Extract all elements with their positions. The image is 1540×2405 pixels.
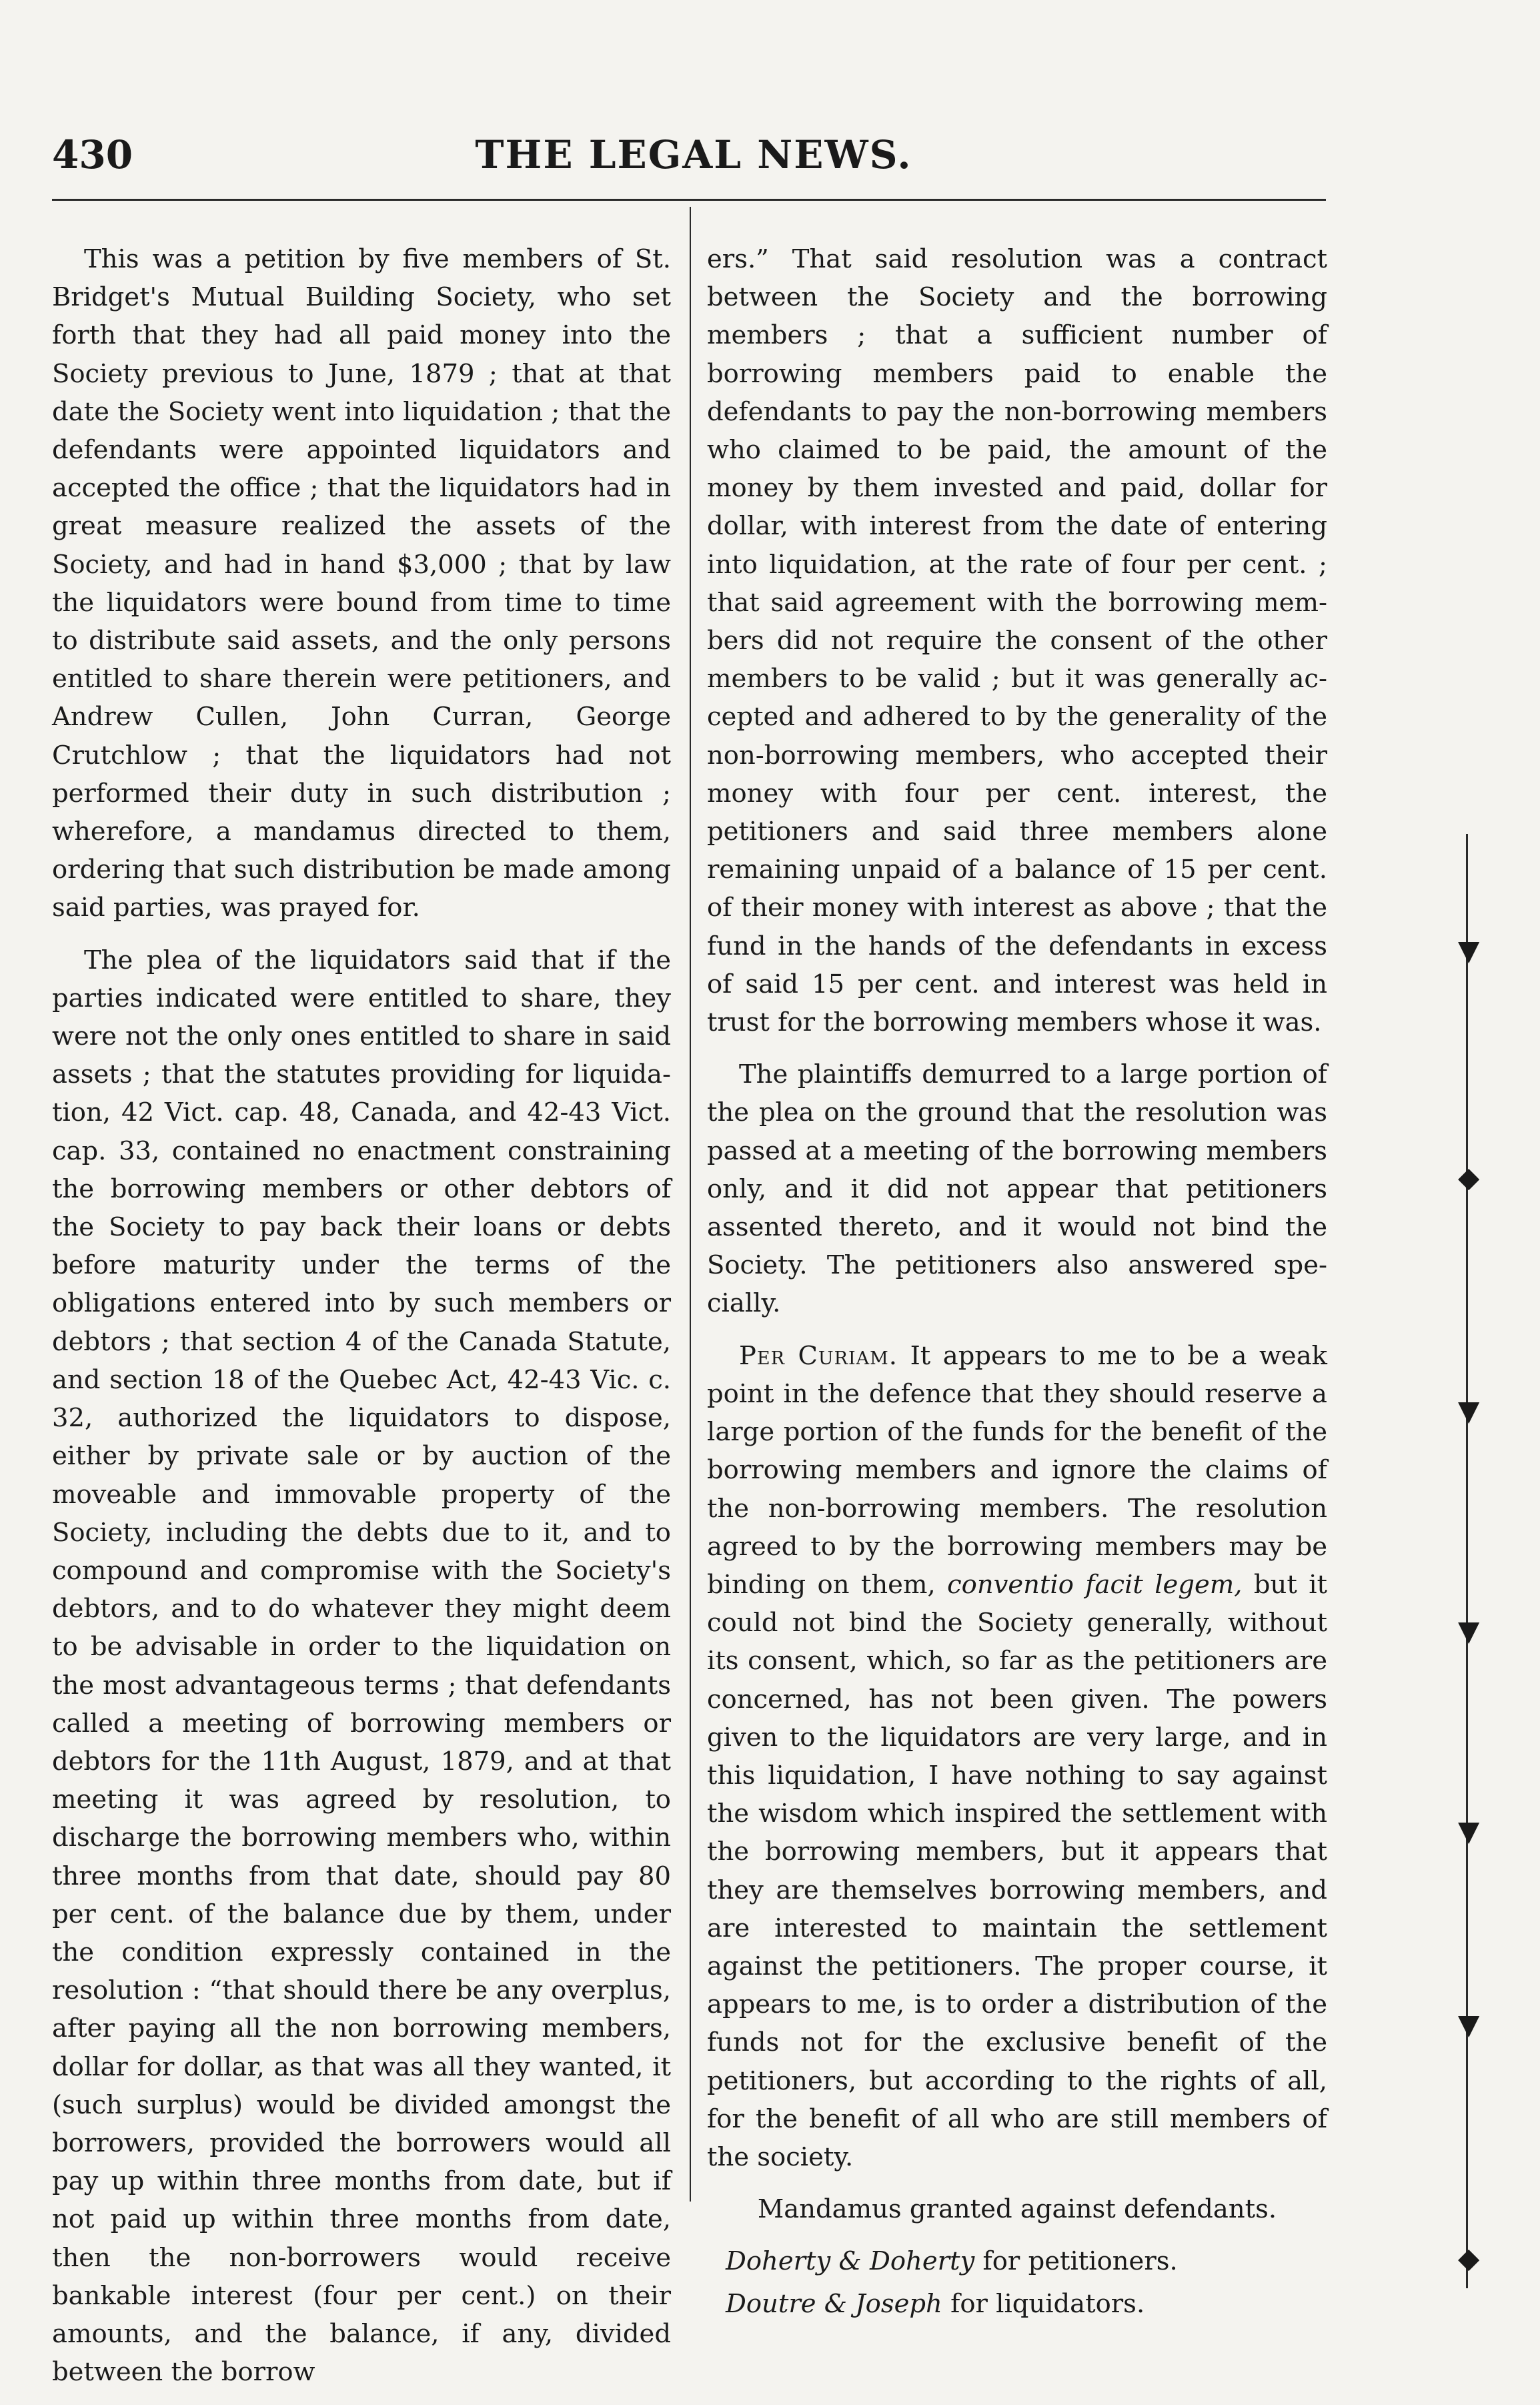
judgment-text-b: but it could not bind the Society generally, without its consent, which, so far as the petitioners are concerned, has not been given. The powers given to the liquidators are very large, and in this liquidation, I have nothing to say against the wisdom which inspired the settlement with the borrowing members, but it appears that they are themselves borrowing members, and are interested to maintain the settlement against the petitioners. The proper course, it appears to me, is to order a distribution of the funds not for the exclusive benefit of the petitioners, but according to the rights of all, for the benefit of all who are still members of the society.: [707, 1569, 1327, 2172]
binding-mark: ▼: [1458, 2008, 1480, 2041]
binding-mark: ▼: [1458, 1394, 1480, 1427]
counsel-petitioners: [707, 2242, 1327, 2280]
counsel-liquidators-name: Doutre & Joseph: [726, 2288, 942, 2319]
counsel-liquidators-role: for liquidators.: [942, 2288, 1145, 2319]
paragraph-petition: This was a petition by five members of St. Bridget's Mutual Building Society, who set forth that they had all paid money into the Society previous to June, 1879 ; that at that date the Society went into liquidation ; that the defendants were appointed liquidators and accepted the office ; that the liquidators had in great measure realized the assets of the Society, and had in hand $3,000 ; that by law the liquidators were bound from time to time to distribute said assets, and the only persons entitled to share therein were petitioners, and Andrew Cullen, John Curran, George Crutchlow ; that the liquidators had not performed their duty in such distribution ; wherefore, a mandamus directed to them, ordering that such distribution be made among said parties, was prayed for.: [52, 244, 671, 923]
binding-mark: ▼: [1458, 1815, 1480, 1847]
paragraph-plea: The plea of the liquidators said that if the parties indicated were entitled to share, they were not the only ones entitled to share in said assets ; that the statutes providing for liquidation, 42 Vict. cap. 48, Canada, and 42-43 Vict. cap. 33, contained no enactment constraining the borrowing members or other debtors of the Society to pay back their loans or debts before maturity under the terms of the obligations entered into by such members or debtors ; that section 4 of the Canada Statute, and section 18 of the Quebec Act, 42-43 Vic. c. 32, authorized the liquidators to dispose, either by private sale or by auction of the moveable and immovable property of the Society, including the debts due to it, and to compound and compromise with the Society's debtors, and to do whatever they might deem to be advisable in order to the liquidation on the most advantageous terms ; that defendants called a meeting of borrowing members or debtors for the 11th August, 1879, and at that meeting it was agreed by resolution, to discharge the borrowing members who, within three months from that date, should pay 80 per cent. of the balance due by them, under the condition expressly contained in the resolution : “that should there be any overplus, after paying all the non borrowing members, dollar for dollar, as that was all they wanted, it (such surplus) would be divided amongst the borrowers, provided the borrowers would all pay up within three months from date, but if not paid up within three months from date, then the non-borrowers would receive bankable interest (four per cent.) on their amounts, and the balance, if any, divided between the borrow: [52, 945, 671, 2388]
latin-maxim: conventio facit legem,: [947, 1569, 1243, 1600]
paragraph-demurrer: The plaintiffs demurred to a large portion of the plea on the ground that the resolution was passed at a meeting of the borrowing members only, and it did not appear that petitioners assented thereto, and it would not bind the Society. The petitioners also answered specially.: [707, 1059, 1327, 1319]
judgment-text-a: It appears to me to be a weak point in the defence that they should reserve a large portion of the funds for the benefit of the borrowing members and ignore the claims of the non-borrowing members. The resolution agreed to by the borrowing members may be binding on them,: [707, 1340, 1327, 1600]
paragraph-judgment: [707, 1337, 1327, 2176]
counsel-petitioners-name: Doherty & Doherty: [726, 2246, 975, 2277]
left-column: [52, 240, 671, 2405]
order-line: Mandamus granted against defendants.: [757, 2194, 1277, 2225]
binding-margin-line: [1466, 834, 1468, 2288]
binding-mark: ▼: [1458, 934, 1480, 967]
running-title: THE LEGAL NEWS.: [475, 132, 912, 177]
page-number: 430: [52, 132, 133, 177]
binding-mark: ▼: [1458, 1614, 1480, 1647]
counsel-liquidators: [707, 2285, 1327, 2323]
binding-mark: ◆: [1458, 1161, 1480, 1193]
right-column: [707, 240, 1327, 2327]
binding-mark: ◆: [1458, 2242, 1480, 2274]
header-rule: [52, 199, 1326, 201]
paragraph-plea-continued: ers.” That said resolution was a contract between the Society and the borrowing members ; that a sufficient number of borrowing members paid to enable the defendants to pay the non-borrowing members who claimed to be paid, the amount of the money by them invested and paid, dollar for dollar, with interest from the date of entering into liquidation, at the rate of four per cent. ; that said agreement with the borrowing members did not require the consent of the other members to be valid ; but it was generally accepted and adhered to by the generality of the non-borrowing members, who accepted their money with four per cent. interest, the petitioners and said three members alone remaining unpaid of a balance of 15 per cent. of their money with interest as above ; that the fund in the hands of the defendants in excess of said 15 per cent. and interest was held in trust for the borrowing members whose it was.: [707, 244, 1327, 1038]
column-rule: [690, 207, 691, 2202]
counsel-petitioners-role: for petitioners.: [974, 2246, 1178, 2277]
per-curiam-label: Per Curiam.: [739, 1340, 898, 1371]
